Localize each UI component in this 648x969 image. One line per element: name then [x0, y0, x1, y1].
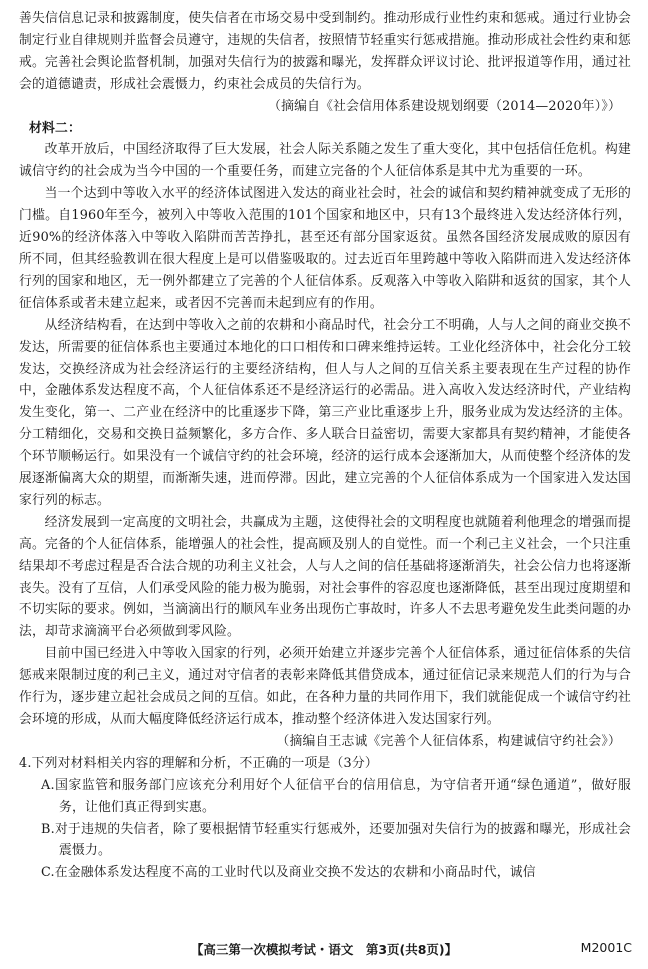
- material-2-paragraph: 当一个达到中等收入水平的经济体试图进入发达的商业社会时，社会的诚信和契约精神就变成了无形的门槛。自1960年至今，被列入中等收入范围的101个国家和地区中，只有13个最终进入发达经济体行列，近90%的经济体落入中等收入陷阱而苦苦挣扎，甚至还有部分国家返贫。虽然各国经济发展成败的原因有所不同，但其经验教训在很大程度上是可以借鉴吸取的。过去近百年里跨越中等收入陷阱而进入发达经济体行列的国家和地区，无一例外都建立了完善的个人征信体系。反观落入中等收入陷阱和返贫的国家，其个人征信体系或者未建立起来，或者因不完善而未起到应有的作用。: [19, 186, 631, 311]
- question-4-stem: 4.下列对材料相关内容的理解和分析，不正确的一项是（3分）: [19, 755, 378, 771]
- source-citation-2: （摘编自王志诚《完善个人征信体系，构建诚信守约社会》）: [276, 733, 621, 749]
- material-2-paragraph: 经济发展到一定高度的文明社会，共赢成为主题，这使得社会的文明程度也就随着利他理念的增强而提高。完备的个人征信体系，能增强人的社会性，提高顾及别人的自觉性。而一个利己主义社会，一个只注重结果却不考虑过程是否合法合规的功利主义社会，人与人之间的信任基础将逐渐消失，社会公信力也将逐渐丧失。没有了互信，人们承受风险的能力极为脆弱，对社会事件的容忍度也逐渐降低，甚至出现过度期望和不切实际的要求。例如，当滴滴出行的顺风车业务出现伤亡事故时，许多人不去思考避免发生此类问题的办法，却苛求滴滴平台必须做到零风险。: [19, 514, 631, 640]
- material-2-paragraph: 从经济结构看，在达到中等收入之前的农耕和小商品时代，社会分工不明确，人与人之间的商业交换不发达，所需要的征信体系也主要通过本地化的口口相传和口碑来维持运转。工业化经济体中，社会化分工较发达，交换经济成为社会经济运行的主要经济结构，但人与人之间的互信关系主要表现在生产过程的协作中，金融体系发达程度不高，个人征信体系还不是经济运行的必需品。进入高收入发达经济时代，产业结构发生变化，第一、二产业在经济中的比重逐步下降，第三产业比重逐步上升，服务业成为发达经济的主体。分工精细化，交易和交换日益频繁化，多方合作、多人联合日益密切，需要大家都具有契约精神，才能使各个环节顺畅运行。如果没有一个诚信守约的社会环境，经济的运行成本会逐渐加大，从而使整个经济体的发展逐渐偏离大众的期望，而渐渐失速，进而停滞。因此，建立完善的个人征信体系成为一个国家进入发达国家行列的标志。: [19, 317, 631, 508]
- question-4-option-a: A.国家监管和服务部门应该充分利用好个人征信平台的信用信息，为守信者开通“绿色通道”，做好服务，让他们真正得到实惠。: [41, 777, 631, 815]
- source-citation-1: （摘编自《社会信用体系建设规划纲要（2014—2020年）》）: [268, 98, 621, 114]
- intro-paragraph: 善失信信息记录和披露制度，使失信者在市场交易中受到制约。推动形成行业性约束和惩戒。通过行业协会制定行业自律规则并监督会员遵守，违规的失信者，按照情节轻重实行惩戒措施。推动形成社会性约束和惩戒。完善社会舆论监督机制，加强对失信行为的披露和曝光，发挥群众评议讨论、批评报道等作用，通过社会的道德谴责，形成社会震慑力，约束社会成员的失信行为。: [19, 11, 631, 92]
- material-2-paragraph: 目前中国已经进入中等收入国家的行列，必须开始建立并逐步完善个人征信体系，通过征信体系的失信惩戒来限制过度的利己主义，通过对守信者的表彰来降低其借贷成本，通过征信记录来规范人们的行为与合作行为，逐步建立起社会成员之间的互信。如此，在各种力量的共同作用下，我们就能促成一个诚信守约社会环境的形成，从而大幅度降低经济运行成本，推动整个经济体进入发达国家行列。: [19, 646, 631, 727]
- footer-exam-code: M2001C: [580, 940, 632, 955]
- question-4-option-c: C.在金融体系发达程度不高的工业时代以及商业交换不发达的农耕和小商品时代，诚信: [41, 865, 536, 881]
- material-2-heading: 材料二：: [29, 120, 81, 136]
- document-body: [19, 8, 631, 884]
- page-footer: [0, 940, 648, 962]
- material-2-paragraph: 改革开放后，中国经济取得了巨大发展，社会人际关系随之发生了重大变化，其中包括信任危机。构建诚信守约的社会成为当今中国的一个重要任务，而建立完备的个人征信体系是其中尤为重要的一环。: [19, 142, 631, 180]
- question-4-option-b: B.对于违规的失信者，除了要根据情节轻重实行惩戒外，还要加强对失信行为的披露和曝光，形成社会震慑力。: [41, 821, 631, 859]
- footer-page-info: 【高三第一次模拟考试・语文 第3页(共8页)】: [190, 942, 458, 957]
